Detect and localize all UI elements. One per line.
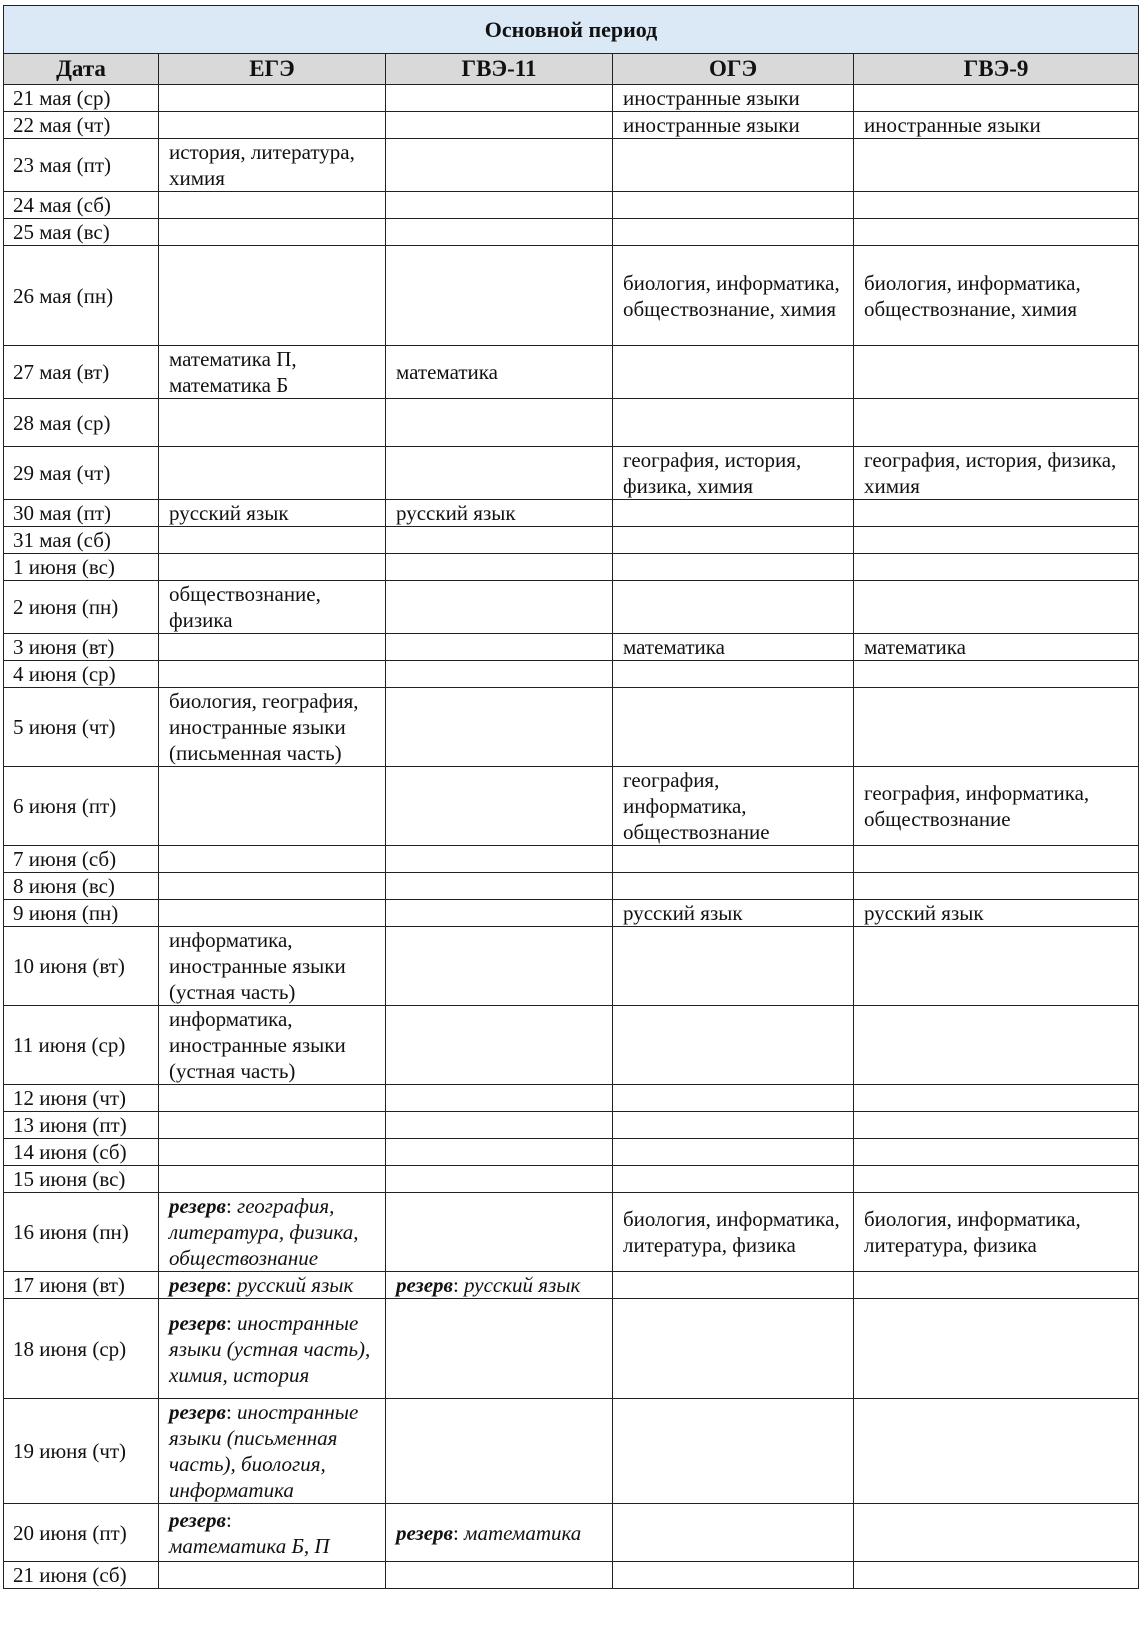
ege-cell (159, 219, 386, 246)
date-cell: 25 мая (вс) (4, 219, 159, 246)
gve-9-cell (854, 927, 1139, 1006)
ege-cell (159, 846, 386, 873)
ege-cell (159, 634, 386, 661)
date-cell: 4 июня (ср) (4, 661, 159, 688)
table-row (4, 1193, 1139, 1272)
ege-cell (159, 767, 386, 846)
ege-cell (159, 112, 386, 139)
oge-cell (613, 219, 854, 246)
ege-cell (159, 554, 386, 581)
table-row (4, 85, 1139, 112)
ege-cell: обществознание, физика (159, 581, 386, 634)
reserve-subjects: география, литература, физика, обществознание (169, 1194, 359, 1270)
reserve-label: резерв (169, 1194, 226, 1218)
gve-9-cell (854, 581, 1139, 634)
date-cell: 13 июня (пт) (4, 1112, 159, 1139)
oge-cell (613, 1299, 854, 1399)
ege-cell (159, 246, 386, 346)
date-cell: 8 июня (вс) (4, 873, 159, 900)
date-cell: 24 мая (сб) (4, 192, 159, 219)
table-row (4, 1562, 1139, 1589)
gve-11-cell (386, 1006, 613, 1085)
gve-11-cell (386, 767, 613, 846)
reserve-subjects: математика Б, П (169, 1533, 330, 1558)
gve-11-cell (386, 219, 613, 246)
reserve-label: резерв (169, 1310, 226, 1335)
table-row (4, 246, 1139, 346)
date-cell: 23 мая (пт) (4, 139, 159, 192)
oge-cell (613, 1166, 854, 1193)
date-cell: 10 июня (вт) (4, 927, 159, 1006)
oge-cell (613, 527, 854, 554)
oge-cell (613, 1562, 854, 1589)
date-cell: 16 июня (пн) (4, 1193, 159, 1272)
table-row (4, 927, 1139, 1006)
gve-9-cell (854, 139, 1139, 192)
gve-9-cell: иностранные языки (854, 112, 1139, 139)
date-cell: 31 мая (сб) (4, 527, 159, 554)
gve-11-cell: русский язык (386, 500, 613, 527)
gve-9-cell (854, 1399, 1139, 1504)
oge-cell: география, история, физика, химия (613, 447, 854, 500)
exam-schedule-table (3, 5, 1139, 1589)
oge-cell (613, 192, 854, 219)
gve-9-cell (854, 500, 1139, 527)
gve-9-cell (854, 688, 1139, 767)
table-row (4, 1166, 1139, 1193)
gve-11-cell (386, 688, 613, 767)
ege-cell (159, 1562, 386, 1589)
oge-cell (613, 1399, 854, 1504)
column-header-gve-11: ГВЭ-11 (386, 54, 613, 85)
date-cell: 19 июня (чт) (4, 1399, 159, 1504)
date-cell: 30 мая (пт) (4, 500, 159, 527)
column-header-date: Дата (4, 54, 159, 85)
gve-9-cell (854, 1139, 1139, 1166)
ege-cell (159, 1112, 386, 1139)
gve-9-cell: география, история, физика, химия (854, 447, 1139, 500)
ege-cell (159, 661, 386, 688)
gve-9-cell (854, 399, 1139, 447)
ege-cell (159, 900, 386, 927)
gve-9-cell (854, 661, 1139, 688)
gve-11-cell (386, 661, 613, 688)
gve-9-cell (854, 1166, 1139, 1193)
table-row (4, 1139, 1139, 1166)
gve-9-cell (854, 846, 1139, 873)
reserve-subjects: иностранные языки (письменная часть), биология, информатика (169, 1400, 359, 1502)
table-row (4, 900, 1139, 927)
oge-cell (613, 846, 854, 873)
gve-9-cell (854, 219, 1139, 246)
date-cell: 5 июня (чт) (4, 688, 159, 767)
gve-9-cell (854, 554, 1139, 581)
oge-cell (613, 346, 854, 399)
table-row (4, 346, 1139, 399)
date-cell: 1 июня (вс) (4, 554, 159, 581)
gve-9-cell: биология, информатика, обществознание, химия (854, 246, 1139, 346)
table-row (4, 500, 1139, 527)
reserve-subjects: математика (464, 1520, 582, 1545)
ege-cell: биология, география, иностранные языки (письменная часть) (159, 688, 386, 767)
gve-11-cell (386, 927, 613, 1006)
ege-cell: резерв: иностранные языки (письменная часть), биология, информатика (159, 1399, 386, 1504)
gve-11-cell (386, 447, 613, 500)
ege-cell: информатика, иностранные языки (устная часть) (159, 927, 386, 1006)
date-cell: 18 июня (ср) (4, 1299, 159, 1399)
oge-cell (613, 927, 854, 1006)
reserve-label: резерв (396, 1273, 453, 1297)
date-cell: 21 мая (ср) (4, 85, 159, 112)
gve-11-cell (386, 1112, 613, 1139)
ege-cell: математика П, математика Б (159, 346, 386, 399)
gve-9-cell (854, 1085, 1139, 1112)
oge-cell: математика (613, 634, 854, 661)
gve-9-cell: география, информатика, обществознание (854, 767, 1139, 846)
reserve-label: резерв (169, 1507, 226, 1532)
reserve-subjects: русский язык (464, 1273, 581, 1297)
schedule-body (4, 85, 1139, 1589)
date-cell: 15 июня (вс) (4, 1166, 159, 1193)
table-row (4, 688, 1139, 767)
gve-9-cell: русский язык (854, 900, 1139, 927)
table-row (4, 192, 1139, 219)
gve-9-cell (854, 192, 1139, 219)
gve-9-cell (854, 85, 1139, 112)
reserve-subjects: иностранные языки (устная часть), химия, история (169, 1310, 371, 1387)
table-row (4, 767, 1139, 846)
gve-9-cell (854, 1562, 1139, 1589)
oge-cell (613, 554, 854, 581)
ege-cell: резерв: русский язык (159, 1272, 386, 1299)
gve-11-cell (386, 1193, 613, 1272)
oge-cell (613, 1112, 854, 1139)
gve-11-cell (386, 846, 613, 873)
date-cell: 7 июня (сб) (4, 846, 159, 873)
date-cell: 9 июня (пн) (4, 900, 159, 927)
ege-cell: русский язык (159, 500, 386, 527)
ege-cell (159, 873, 386, 900)
oge-cell (613, 688, 854, 767)
column-header-ege: ЕГЭ (159, 54, 386, 85)
oge-cell: биология, информатика, литература, физика (613, 1193, 854, 1272)
gve-11-cell (386, 527, 613, 554)
table-row (4, 1399, 1139, 1504)
date-cell: 17 июня (вт) (4, 1272, 159, 1299)
date-cell: 22 мая (чт) (4, 112, 159, 139)
period-title: Основной период (4, 6, 1139, 54)
gve-11-cell: резерв: математика (386, 1504, 613, 1562)
table-row (4, 634, 1139, 661)
reserve-label: резерв (169, 1400, 226, 1424)
gve-9-cell (854, 346, 1139, 399)
oge-cell (613, 873, 854, 900)
gve-9-cell (854, 1006, 1139, 1085)
gve-11-cell (386, 1166, 613, 1193)
table-row (4, 846, 1139, 873)
ege-cell (159, 1166, 386, 1193)
date-cell: 26 мая (пн) (4, 246, 159, 346)
date-cell: 28 мая (ср) (4, 399, 159, 447)
date-cell: 12 июня (чт) (4, 1085, 159, 1112)
table-row (4, 447, 1139, 500)
ege-cell (159, 399, 386, 447)
gve-9-cell (854, 1112, 1139, 1139)
ege-cell (159, 447, 386, 500)
ege-cell (159, 85, 386, 112)
gve-11-cell (386, 1085, 613, 1112)
gve-9-cell (854, 1504, 1139, 1562)
ege-cell (159, 192, 386, 219)
gve-11-cell (386, 900, 613, 927)
date-cell: 14 июня (сб) (4, 1139, 159, 1166)
gve-11-cell (386, 85, 613, 112)
gve-11-cell (386, 554, 613, 581)
period-header-row (4, 6, 1139, 54)
ege-cell: резерв: иностранные языки (устная часть), химия, история (159, 1299, 386, 1399)
gve-11-cell (386, 634, 613, 661)
oge-cell: иностранные языки (613, 85, 854, 112)
ege-cell: история, литература, химия (159, 139, 386, 192)
oge-cell: биология, информатика, обществознание, химия (613, 246, 854, 346)
oge-cell: русский язык (613, 900, 854, 927)
gve-11-cell (386, 1399, 613, 1504)
gve-11-cell (386, 581, 613, 634)
reserve-label: резерв (169, 1273, 226, 1297)
gve-9-cell (854, 527, 1139, 554)
table-row (4, 1299, 1139, 1399)
oge-cell (613, 581, 854, 634)
table-row (4, 527, 1139, 554)
oge-cell (613, 661, 854, 688)
table-row (4, 554, 1139, 581)
ege-cell: резерв: география, литература, физика, обществознание (159, 1193, 386, 1272)
gve-11-cell: резерв: русский язык (386, 1272, 613, 1299)
ege-cell (159, 1085, 386, 1112)
oge-cell (613, 1272, 854, 1299)
gve-9-cell (854, 1299, 1139, 1399)
gve-11-cell (386, 192, 613, 219)
table-row (4, 661, 1139, 688)
oge-cell: география, информатика, обществознание (613, 767, 854, 846)
date-cell: 21 июня (сб) (4, 1562, 159, 1589)
column-header-gve-9: ГВЭ-9 (854, 54, 1139, 85)
oge-cell (613, 1006, 854, 1085)
oge-cell (613, 1504, 854, 1562)
ege-cell: резерв: математика Б, П (159, 1504, 386, 1562)
gve-11-cell: математика (386, 346, 613, 399)
reserve-label: резерв (396, 1520, 453, 1545)
reserve-subjects: русский язык (237, 1273, 354, 1297)
table-row (4, 139, 1139, 192)
date-cell: 27 мая (вт) (4, 346, 159, 399)
gve-11-cell (386, 112, 613, 139)
ege-cell: информатика, иностранные языки (устная часть) (159, 1006, 386, 1085)
gve-11-cell (386, 246, 613, 346)
column-header-oge: ОГЭ (613, 54, 854, 85)
gve-11-cell (386, 399, 613, 447)
table-row (4, 1112, 1139, 1139)
oge-cell (613, 1085, 854, 1112)
gve-11-cell (386, 139, 613, 192)
ege-cell (159, 527, 386, 554)
gve-9-cell (854, 873, 1139, 900)
ege-cell (159, 1139, 386, 1166)
date-cell: 3 июня (вт) (4, 634, 159, 661)
oge-cell (613, 500, 854, 527)
table-row (4, 112, 1139, 139)
gve-9-cell: биология, информатика, литература, физика (854, 1193, 1139, 1272)
table-row (4, 1272, 1139, 1299)
column-header-row (4, 54, 1139, 85)
table-row (4, 219, 1139, 246)
oge-cell (613, 399, 854, 447)
table-row (4, 1504, 1139, 1562)
table-row (4, 1006, 1139, 1085)
gve-11-cell (386, 1562, 613, 1589)
gve-11-cell (386, 1139, 613, 1166)
table-row (4, 581, 1139, 634)
table-row (4, 1085, 1139, 1112)
table-row (4, 399, 1139, 447)
oge-cell (613, 1139, 854, 1166)
date-cell: 29 мая (чт) (4, 447, 159, 500)
table-row (4, 873, 1139, 900)
gve-11-cell (386, 1299, 613, 1399)
date-cell: 6 июня (пт) (4, 767, 159, 846)
date-cell: 11 июня (ср) (4, 1006, 159, 1085)
date-cell: 20 июня (пт) (4, 1504, 159, 1562)
oge-cell: иностранные языки (613, 112, 854, 139)
date-cell: 2 июня (пн) (4, 581, 159, 634)
gve-9-cell (854, 1272, 1139, 1299)
oge-cell (613, 139, 854, 192)
gve-9-cell: математика (854, 634, 1139, 661)
gve-11-cell (386, 873, 613, 900)
